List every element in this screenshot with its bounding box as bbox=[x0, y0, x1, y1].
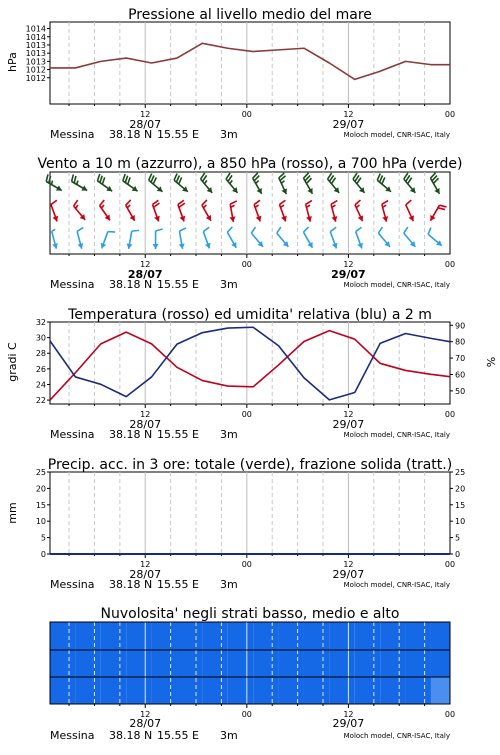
wind-barb bbox=[202, 200, 211, 221]
wind-barb bbox=[277, 227, 289, 247]
precipitation-ytick: 20 bbox=[35, 484, 46, 494]
cloud-cell bbox=[431, 677, 450, 704]
hour-label: 00 bbox=[444, 260, 456, 269]
temperature-ytick: 28 bbox=[35, 349, 46, 359]
temperature-line bbox=[50, 331, 450, 401]
precipitation-y-ticks bbox=[36, 468, 50, 559]
wind-barb bbox=[378, 227, 390, 247]
cloud-cell bbox=[406, 622, 431, 650]
wind-barb bbox=[406, 200, 414, 221]
pressure-y-ticks bbox=[26, 25, 50, 83]
hour-label: 12 bbox=[140, 560, 151, 569]
cloud-cell bbox=[329, 622, 354, 650]
cloud-cell bbox=[304, 677, 329, 704]
wind-barb bbox=[382, 201, 388, 222]
wind-barb bbox=[404, 173, 416, 193]
wind-barb bbox=[330, 227, 337, 248]
precipitation-title: Precip. acc. in 3 ore: totale (verde), frazione solida (tratt.) bbox=[47, 457, 453, 473]
hour-label: 12 bbox=[140, 260, 151, 269]
wind-barb bbox=[127, 230, 139, 248]
temperature-ytick: 24 bbox=[35, 380, 46, 390]
temperature-ytick: 32 bbox=[35, 318, 46, 327]
hour-label: 00 bbox=[241, 710, 252, 719]
date-label: 28/07 bbox=[129, 717, 162, 730]
hour-label: 00 bbox=[444, 110, 456, 119]
pressure-title: Pressione al livello medio del mare bbox=[128, 7, 372, 23]
precipitation-ytick: 10 bbox=[35, 517, 46, 527]
model-credit: Moloch model, CNR-ISAC, Italy bbox=[343, 281, 450, 289]
location-alt: 3m bbox=[220, 428, 238, 441]
precipitation-y2tick: 20 bbox=[455, 484, 466, 494]
wind-barb bbox=[306, 201, 312, 222]
cloud-cell bbox=[152, 650, 177, 677]
cloud-cell bbox=[228, 677, 253, 704]
date-label: 29/07 bbox=[332, 717, 365, 730]
pressure-ytick: 1013 bbox=[25, 57, 46, 67]
wind-barb bbox=[303, 227, 312, 248]
precipitation-frame bbox=[50, 472, 450, 554]
humidity-ylabel: % bbox=[484, 356, 497, 368]
wind-frame bbox=[50, 172, 450, 254]
cloud-cell bbox=[253, 622, 278, 650]
cloud-cell bbox=[75, 622, 100, 650]
cloud-cell bbox=[126, 650, 151, 677]
wind-barb bbox=[101, 232, 116, 249]
date-label: 29/07 bbox=[332, 118, 365, 131]
humidity-ytick: 60 bbox=[455, 370, 466, 380]
pressure-ytick: 1014 bbox=[25, 24, 46, 34]
wind-barb bbox=[149, 174, 163, 192]
cloud-cell bbox=[177, 650, 202, 677]
cloud-cell bbox=[355, 650, 380, 677]
cloud-cell bbox=[126, 622, 151, 650]
wind-barb bbox=[123, 174, 138, 191]
precipitation-y2tick: 5 bbox=[455, 533, 461, 543]
hour-label: 12 bbox=[140, 110, 151, 119]
cloud-cell bbox=[75, 677, 100, 704]
wind-barb bbox=[377, 174, 391, 192]
cloud-cell bbox=[152, 622, 177, 650]
cloud-cell bbox=[50, 622, 75, 650]
humidity-ytick: 80 bbox=[455, 337, 466, 347]
humidity-y-ticks bbox=[450, 321, 465, 396]
cloud-cell bbox=[431, 650, 450, 677]
pressure-ytick: 1013 bbox=[25, 49, 46, 59]
cloud-cell bbox=[177, 677, 202, 704]
hour-label: 12 bbox=[343, 710, 354, 719]
cloud-cell bbox=[304, 622, 329, 650]
wind-barb bbox=[230, 201, 237, 222]
date-label: 28/07 bbox=[129, 118, 162, 131]
cloud-cell bbox=[228, 622, 253, 650]
cloud-cell bbox=[279, 650, 304, 677]
wind-barb bbox=[428, 228, 442, 246]
cloud-cell bbox=[279, 622, 304, 650]
wind-barb bbox=[51, 200, 58, 221]
cloud-cell bbox=[355, 622, 380, 650]
cloud-cell bbox=[380, 650, 405, 677]
pressure-grid bbox=[69, 22, 425, 108]
precipitation-y2-ticks bbox=[450, 468, 465, 559]
wind-barb bbox=[328, 173, 340, 193]
hour-label: 12 bbox=[343, 260, 354, 269]
location-lon: 15.55 E bbox=[157, 128, 199, 141]
cloud-footer bbox=[50, 729, 450, 742]
cloud-cell bbox=[50, 677, 75, 704]
wind-barb bbox=[430, 173, 439, 194]
wind-barb bbox=[331, 201, 337, 222]
location-name: Messina bbox=[50, 128, 95, 141]
precipitation-ytick: 5 bbox=[40, 533, 46, 543]
cloud-cell bbox=[355, 677, 380, 704]
hour-label: 00 bbox=[444, 710, 456, 719]
location-name: Messina bbox=[50, 729, 95, 742]
precipitation-ytick: 25 bbox=[35, 468, 46, 477]
cloud-cell bbox=[101, 650, 126, 677]
cloud-cell bbox=[431, 622, 450, 650]
wind-grid bbox=[69, 172, 425, 258]
cloud-cell bbox=[101, 622, 126, 650]
temperature-ytick: 30 bbox=[35, 333, 46, 343]
location-lat: 38.18 N bbox=[109, 278, 153, 291]
temperature-title: Temperatura (rosso) ed umidita' relativa (blu) a 2 m bbox=[68, 307, 432, 323]
pressure-frame bbox=[50, 22, 450, 104]
model-credit: Moloch model, CNR-ISAC, Italy bbox=[343, 131, 450, 139]
wind-barb bbox=[179, 228, 186, 249]
precipitation-y2tick: 25 bbox=[455, 468, 466, 477]
hour-label: 00 bbox=[241, 560, 252, 569]
cloud-cell bbox=[75, 650, 100, 677]
cloud-cell bbox=[177, 622, 202, 650]
cloud-cell bbox=[126, 677, 151, 704]
pressure-ytick: 1012 bbox=[25, 73, 46, 83]
location-alt: 3m bbox=[220, 278, 238, 291]
humidity-ytick: 70 bbox=[455, 354, 466, 364]
hour-label: 12 bbox=[140, 410, 151, 419]
location-lat: 38.18 N bbox=[109, 128, 153, 141]
hour-label: 12 bbox=[343, 560, 354, 569]
cloud-cell bbox=[380, 622, 405, 650]
date-label: 29/07 bbox=[332, 418, 365, 431]
temperature-frame bbox=[50, 322, 450, 404]
location-lon: 15.55 E bbox=[157, 428, 199, 441]
pressure-ytick: 1013 bbox=[25, 40, 46, 50]
pressure-series bbox=[50, 43, 450, 79]
wind-barb bbox=[303, 173, 312, 194]
precipitation-footer bbox=[50, 578, 450, 591]
precipitation-ytick: 0 bbox=[40, 550, 46, 559]
date-label: 28/07 bbox=[129, 568, 162, 581]
location-lon: 15.55 E bbox=[157, 278, 199, 291]
cloud-cell bbox=[202, 677, 227, 704]
pressure-ytick: 1014 bbox=[25, 32, 46, 42]
cloud-cells bbox=[50, 622, 450, 704]
wind-barb bbox=[97, 174, 112, 191]
wind-barb bbox=[404, 227, 416, 247]
hour-label: 12 bbox=[140, 710, 151, 719]
wind-barb bbox=[72, 174, 88, 190]
cloud-cell bbox=[279, 677, 304, 704]
hour-label: 00 bbox=[241, 410, 252, 419]
location-lon: 15.55 E bbox=[157, 578, 199, 591]
wind-barb bbox=[254, 200, 261, 221]
location-alt: 3m bbox=[220, 578, 238, 591]
hour-label: 00 bbox=[241, 260, 252, 269]
humidity-line bbox=[50, 327, 450, 400]
cloud-cell bbox=[152, 677, 177, 704]
location-lon: 15.55 E bbox=[157, 729, 199, 742]
cloud-cell bbox=[228, 650, 253, 677]
pressure-ylabel: hPa bbox=[6, 52, 19, 72]
cloud-cell bbox=[329, 650, 354, 677]
cloud-cell bbox=[101, 677, 126, 704]
humidity-ytick: 50 bbox=[455, 386, 466, 396]
cloud-cell bbox=[329, 677, 354, 704]
wind-barb bbox=[46, 174, 62, 190]
precipitation-ylabel: mm bbox=[6, 502, 19, 524]
wind-barb bbox=[203, 227, 210, 248]
wind-barb bbox=[279, 173, 287, 194]
wind-barb bbox=[126, 200, 135, 221]
precipitation-y2tick: 10 bbox=[455, 517, 466, 527]
model-credit: Moloch model, CNR-ISAC, Italy bbox=[343, 581, 450, 589]
pressure-footer bbox=[50, 128, 450, 141]
temperature-panel bbox=[6, 307, 497, 441]
temperature-ytick: 22 bbox=[35, 396, 46, 406]
wind-barb bbox=[201, 173, 213, 193]
cloud-cell bbox=[406, 677, 431, 704]
hour-label: 00 bbox=[444, 410, 456, 419]
wind-barb bbox=[74, 200, 86, 220]
wind-barb bbox=[100, 200, 110, 220]
wind-barb bbox=[356, 227, 363, 248]
wind-barb bbox=[227, 227, 236, 248]
cloud-x-axis bbox=[129, 710, 455, 730]
location-alt: 3m bbox=[220, 128, 238, 141]
wind-barb bbox=[353, 173, 365, 193]
date-label: 29/07 bbox=[331, 268, 366, 281]
model-credit: Moloch model, CNR-ISAC, Italy bbox=[343, 431, 450, 439]
wind-barb bbox=[77, 228, 83, 249]
wind-barb bbox=[251, 227, 263, 247]
wind-barb bbox=[52, 229, 58, 248]
wind-footer bbox=[50, 278, 450, 291]
date-label: 28/07 bbox=[127, 268, 163, 281]
pressure-line bbox=[50, 43, 450, 79]
temperature-ylabel: gradi C bbox=[6, 342, 19, 382]
wind-barb bbox=[253, 173, 262, 194]
hour-label: 12 bbox=[343, 110, 354, 119]
location-lat: 38.18 N bbox=[109, 578, 153, 591]
pressure-ytick: 1012 bbox=[25, 65, 46, 75]
cloud-cell bbox=[202, 622, 227, 650]
wind-barb bbox=[174, 174, 188, 192]
wind-barb bbox=[153, 200, 160, 221]
cloud-cell bbox=[253, 650, 278, 677]
temperature-ytick: 26 bbox=[35, 364, 46, 374]
wind-barb bbox=[178, 200, 185, 221]
wind-barb bbox=[153, 229, 163, 249]
hour-label: 00 bbox=[241, 110, 252, 119]
location-name: Messina bbox=[50, 578, 95, 591]
humidity-ytick: 90 bbox=[455, 321, 466, 331]
date-label: 29/07 bbox=[332, 568, 365, 581]
wind-barb bbox=[355, 200, 363, 221]
cloud-cell bbox=[50, 650, 75, 677]
cloud-cell bbox=[202, 650, 227, 677]
hour-label: 12 bbox=[343, 410, 354, 419]
wind-panel bbox=[37, 156, 462, 291]
wind-barb bbox=[279, 200, 286, 221]
location-alt: 3m bbox=[220, 729, 238, 742]
precipitation-y2tick: 15 bbox=[455, 500, 466, 510]
temperature-y-ticks bbox=[36, 318, 50, 405]
cloud-cell bbox=[406, 650, 431, 677]
precipitation-grid bbox=[69, 472, 425, 558]
pressure-panel bbox=[6, 7, 455, 141]
temperature-footer bbox=[50, 428, 450, 441]
date-label: 28/07 bbox=[129, 418, 162, 431]
precipitation-ytick: 15 bbox=[35, 500, 46, 510]
cloud-cell bbox=[253, 677, 278, 704]
location-name: Messina bbox=[50, 428, 95, 441]
cloud-cell bbox=[380, 677, 405, 704]
precipitation-panel bbox=[6, 457, 465, 591]
cloud-cell bbox=[304, 650, 329, 677]
wind-title: Vento a 10 m (azzurro), a 850 hPa (rosso), a 700 hPa (verde) bbox=[37, 156, 463, 172]
wind-barb bbox=[226, 173, 238, 193]
hour-label: 00 bbox=[444, 560, 456, 569]
wind-barb bbox=[430, 205, 446, 221]
location-name: Messina bbox=[50, 278, 95, 291]
cloud-title: Nuvolosita' negli strati basso, medio e alto bbox=[100, 606, 400, 622]
location-lat: 38.18 N bbox=[109, 729, 153, 742]
location-lat: 38.18 N bbox=[109, 428, 153, 441]
model-credit: Moloch model, CNR-ISAC, Italy bbox=[343, 732, 450, 740]
temperature-series bbox=[50, 327, 450, 400]
precipitation-y2tick: 0 bbox=[455, 550, 461, 559]
cloud-panel bbox=[50, 606, 455, 742]
